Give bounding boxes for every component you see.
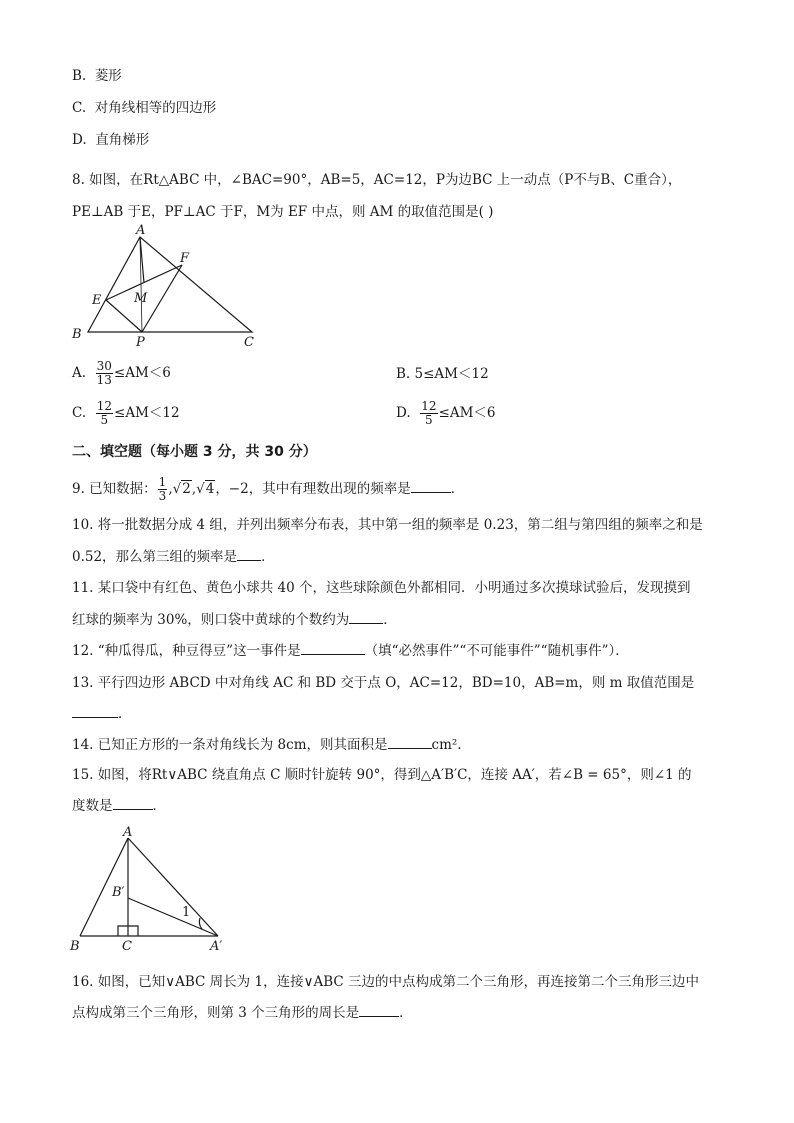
option-label: B. (396, 366, 411, 382)
denominator: 3 (158, 489, 167, 503)
answer-blank[interactable] (113, 797, 153, 810)
q16-line2 (72, 1004, 413, 1022)
option-text: 5≤AM＜12 (414, 366, 489, 382)
q8-line2: PE⊥AB 于E，PF⊥AC 于F，M为 EF 中点，则 AM 的取值范围是( ) (72, 204, 494, 220)
answer-blank[interactable] (301, 642, 365, 655)
q11-line2 (72, 611, 397, 629)
q8-option-d (396, 396, 496, 430)
option-c (72, 99, 216, 117)
fig8-label-b: B (72, 327, 82, 342)
radicand: 4 (205, 481, 215, 497)
q9-end: ． (450, 481, 465, 497)
numerator: 12 (421, 399, 437, 413)
q11-text: 红球的频率为 30%，则口袋中黄球的个数约为 (72, 612, 350, 628)
answer-blank[interactable] (237, 548, 261, 561)
angle-1-arc (199, 918, 202, 929)
section-heading: 二、填空题（每小题 3 分，共 30 分） (72, 444, 317, 460)
option-label: D. (72, 132, 87, 148)
numerator: 1 (158, 475, 167, 489)
segment-pf (142, 265, 182, 332)
fig8-label-a: A (136, 223, 146, 238)
fig15-label-aprime: A′ (210, 939, 223, 954)
option-text: 直角梯形 (95, 132, 150, 148)
denominator: 5 (425, 413, 433, 427)
q9-prefix: 9. 已知数据： (72, 481, 157, 497)
fig8-label-e: E (92, 293, 102, 308)
q14 (72, 736, 462, 754)
option-text: 对角线相等的四边形 (94, 100, 217, 116)
q11-line1: 11. 某口袋中有红色、黄色小球共 40 个，这些球除颜色外都相同．小明通过多次摸球试验后，发现摸到 (72, 580, 691, 596)
q14-text: 14. 已知正方形的一条对角线长为 8cm，则其面积是 (72, 737, 388, 753)
option-b (72, 67, 122, 85)
q16-line1: 16. 如图，已知∨ABC 周长为 1，连接∨ABC 三边的中点构成第二个三角形，再连接第二个三角形三边中 (72, 974, 699, 990)
q10-line2 (72, 548, 275, 566)
fig8-label-p: P (136, 335, 145, 350)
q8-option-b (396, 365, 489, 383)
fig8-label-m: M (134, 291, 148, 306)
sqrt-2: √2 (172, 481, 191, 497)
segment-aa-prime (128, 838, 218, 936)
option-label: C. (72, 405, 87, 421)
q8-line1: 8. 如图，在Rt△ABC 中，∠BAC=90°，AB=5，AC=12，P为边BC 上一动点（P不与B、C重合）， (72, 172, 682, 188)
fig8-label-c: C (244, 335, 254, 350)
q15-line1: 15. 如图，将Rt∨ABC 绕直角点 C 顺时针旋转 90°，得到△A′B′C，连接 AA′，若∠B = 65°，则∠1 的 (72, 767, 692, 783)
numerator: 12 (96, 399, 113, 413)
denominator: 5 (100, 413, 109, 427)
fig15-label-1: 1 (182, 905, 191, 920)
option-label: A. (72, 365, 87, 381)
q11-end: ． (383, 612, 397, 628)
q13-end: ． (118, 706, 132, 722)
option-d (72, 131, 149, 149)
fraction (420, 400, 437, 427)
q12-text: 12. “种瓜得瓜，种豆得豆”这一事件是 (72, 643, 301, 659)
fraction (96, 400, 113, 427)
q15-line2 (72, 797, 166, 815)
right-angle-mark (118, 926, 128, 936)
q8-option-a (72, 356, 171, 390)
option-label: B. (72, 68, 87, 84)
q15-end: ． (152, 798, 166, 814)
q9-text: ，−2，其中有理数出现的频率是 (215, 481, 411, 497)
q15-figure (66, 826, 242, 956)
answer-blank[interactable] (72, 705, 118, 718)
q12-end: （填“必然事件”“不可能事件”“随机事件”）． (364, 643, 629, 659)
option-text: ≤AM＜12 (114, 405, 180, 421)
option-text: ≤AM＜6 (438, 405, 496, 421)
q8-figure (68, 222, 268, 352)
q8-option-c (72, 396, 180, 430)
answer-blank[interactable] (388, 736, 432, 749)
fig15-label-c: C (122, 939, 132, 954)
numerator: 30 (96, 359, 112, 373)
q16-end: ． (399, 1005, 413, 1021)
sqrt-4: √4 (196, 481, 215, 497)
q13-line1: 13. 平行四边形 ABCD 中对角线 AC 和 BD 交于点 O，AC=12，BD=10，AB=m，则 m 取值范围是 (72, 675, 695, 691)
answer-blank[interactable] (411, 480, 451, 493)
radicand: 2 (182, 481, 191, 497)
option-text: ≤AM＜6 (113, 365, 171, 381)
segment-bp-ap (128, 898, 218, 936)
denominator: 13 (96, 373, 112, 387)
q9: 9. 已知数据： $\frac{1}{3}$ ,√2,√4，−2，其中有理数出现的频率是 ． (72, 472, 464, 506)
answer-blank[interactable] (359, 1004, 399, 1017)
fig15-label-a: A (123, 826, 133, 840)
q10-text: 0.52，那么第三组的频率是 (72, 549, 238, 565)
q12 (72, 642, 629, 660)
q16-text: 点构成第三个三角形，则第 3 个三角形的周长是 (72, 1005, 360, 1021)
fraction (158, 476, 168, 503)
q14-end: cm². (431, 737, 462, 753)
option-label: C. (72, 100, 87, 116)
option-label: D. (396, 405, 411, 421)
option-text: 菱形 (94, 68, 122, 84)
q13-line2 (72, 705, 132, 723)
fig15-label-bprime: B′ (112, 885, 125, 900)
q10-end: ． (261, 549, 275, 565)
fraction (96, 360, 113, 387)
answer-blank[interactable] (349, 611, 383, 624)
q15-text: 度数是 (72, 798, 113, 814)
fig15-label-b: B (70, 939, 80, 954)
right-angle-mark (128, 926, 138, 936)
fig8-label-f: F (180, 251, 190, 266)
q10-line1: 10. 将一批数据分成 4 组，并列出频率分布表，其中第一组的频率是 0.23，第二组与第四组的频率之和是 (72, 517, 703, 533)
